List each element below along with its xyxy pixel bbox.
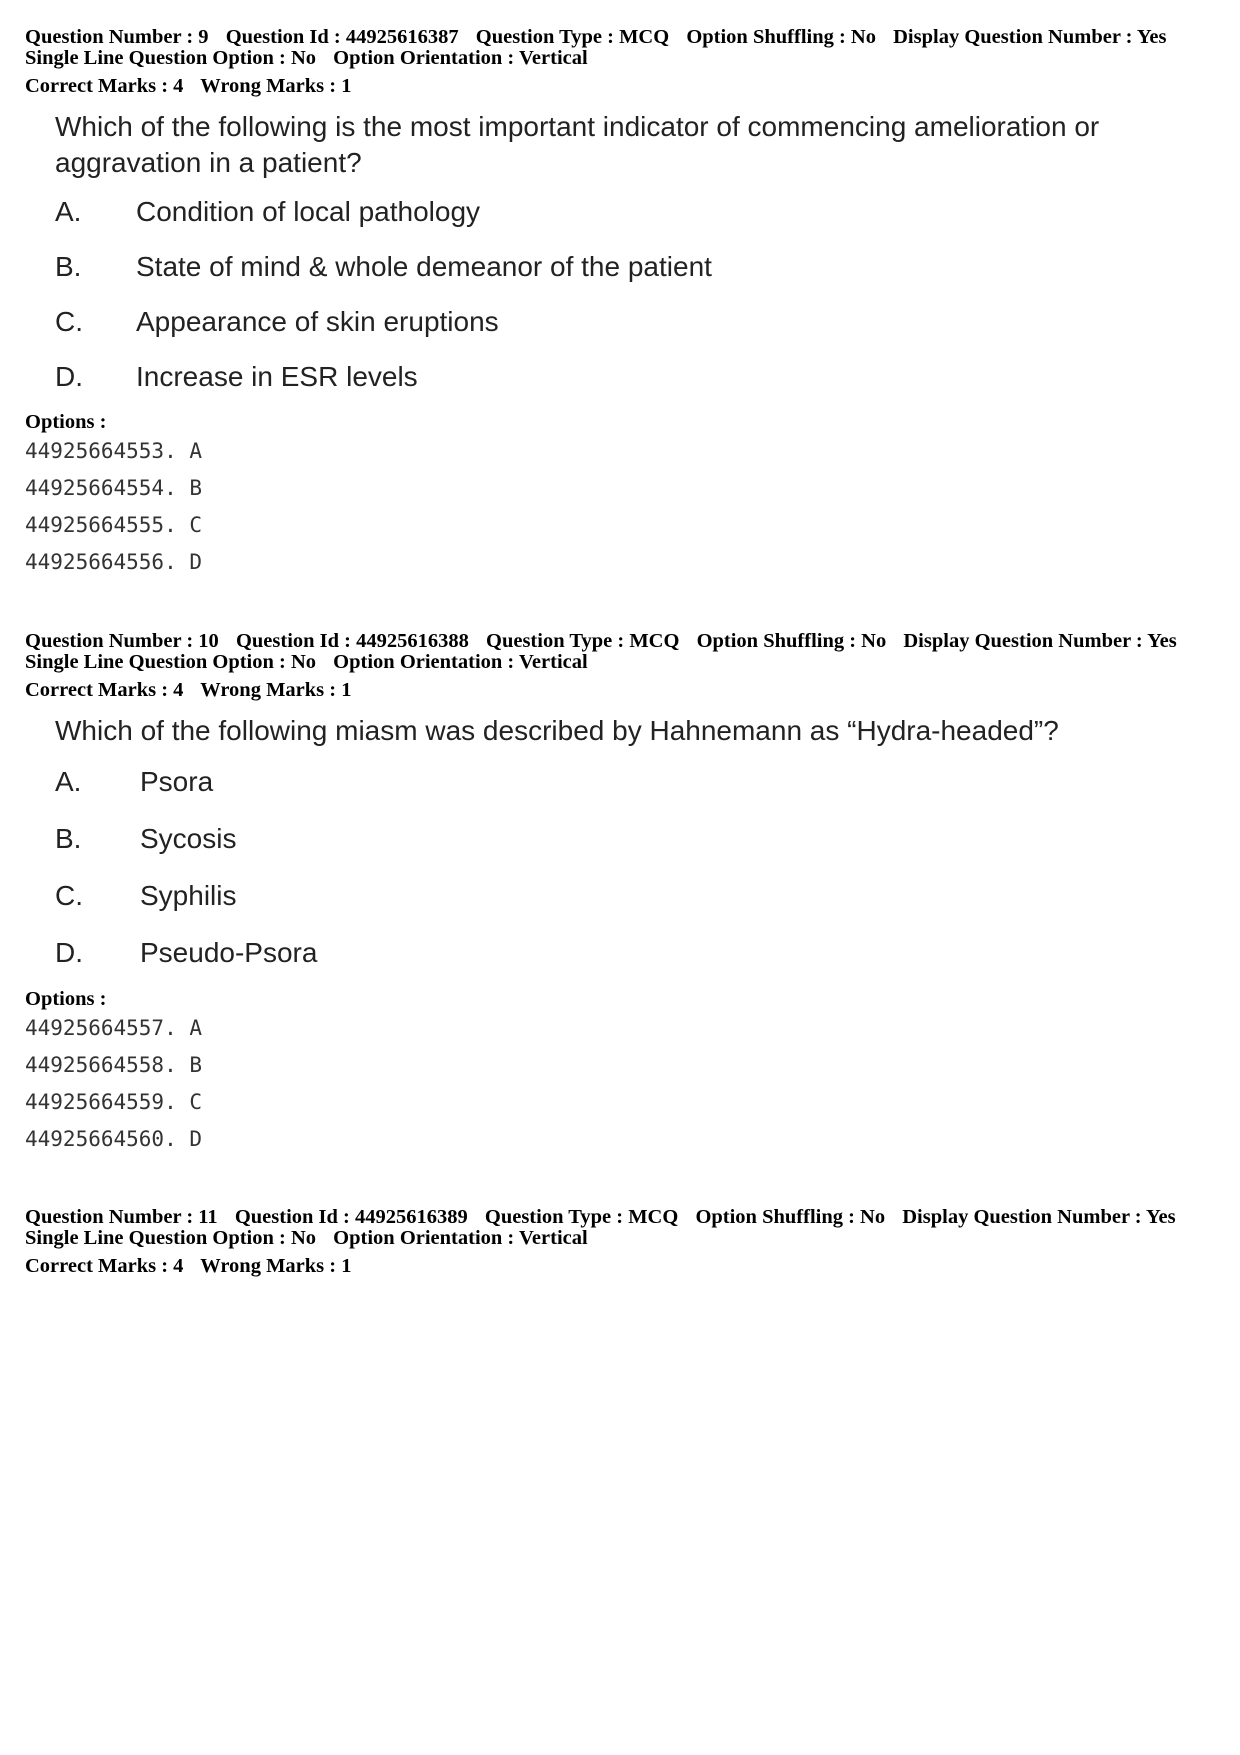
question-meta <box>25 631 1225 701</box>
option-shuffling: Option Shuffling : No <box>695 1206 886 1228</box>
correct-marks: Correct Marks : 4 <box>25 1255 184 1277</box>
choice-letter: B. <box>55 823 82 854</box>
single-line-question-option: Single Line Question Option : No <box>25 1227 317 1249</box>
choice-d <box>25 929 1225 977</box>
choice-a <box>25 758 1225 806</box>
option-id-list <box>25 433 1225 581</box>
option-id: 44925664554. B <box>25 476 203 500</box>
question-block-10 <box>25 631 1225 1158</box>
question-type: Question Type : MCQ <box>486 630 680 652</box>
choice-a <box>25 188 1225 236</box>
question-text-line: Which of the following is the most important indicator of commencing amelioration or <box>55 111 1100 142</box>
option-id: 44925664560. D <box>25 1127 203 1151</box>
choice-text: Condition of local pathology <box>136 196 481 227</box>
choice-c <box>25 872 1225 920</box>
question-number: Question Number : 9 <box>25 26 209 48</box>
question-id: Question Id : 44925616389 <box>234 1206 468 1228</box>
marks-line <box>25 76 1225 97</box>
choice-text: State of mind & whole demeanor of the patient <box>136 251 712 282</box>
option-id: 44925664559. C <box>25 1090 203 1114</box>
wrong-marks: Wrong Marks : 1 <box>200 1255 352 1277</box>
option-id: 44925664553. A <box>25 439 203 463</box>
display-question-number: Display Question Number : Yes <box>903 630 1177 652</box>
choice-letter: C. <box>55 306 83 337</box>
option-orientation: Option Orientation : Vertical <box>333 651 588 673</box>
choice-text: Psora <box>140 766 214 797</box>
display-question-number: Display Question Number : Yes <box>893 26 1167 48</box>
display-question-number: Display Question Number : Yes <box>902 1206 1176 1228</box>
option-shuffling: Option Shuffling : No <box>696 630 887 652</box>
meta-line-1 <box>25 631 1225 652</box>
wrong-marks: Wrong Marks : 1 <box>200 679 352 701</box>
single-line-question-option: Single Line Question Option : No <box>25 47 317 69</box>
question-block-9 <box>25 27 1225 581</box>
question-meta <box>25 1207 1225 1277</box>
question-block-11 <box>25 1207 1225 1277</box>
question-number: Question Number : 11 <box>25 1206 218 1228</box>
marks-line <box>25 680 1225 701</box>
choice-c <box>25 298 1225 346</box>
option-id: 44925664556. D <box>25 550 203 574</box>
choice-text: Sycosis <box>140 823 237 854</box>
choice-list <box>25 188 1225 401</box>
choice-letter: B. <box>55 251 82 282</box>
question-text-line: aggravation in a patient? <box>55 147 362 178</box>
choice-letter: A. <box>55 766 82 797</box>
option-orientation: Option Orientation : Vertical <box>333 1227 588 1249</box>
question-number: Question Number : 10 <box>25 630 219 652</box>
choice-letter: D. <box>55 361 83 392</box>
option-id: 44925664555. C <box>25 513 203 537</box>
option-id-list <box>25 1010 1225 1158</box>
question-type: Question Type : MCQ <box>475 26 670 48</box>
question-text <box>55 109 1225 181</box>
meta-line-1 <box>25 1207 1225 1228</box>
meta-line-1 <box>25 27 1225 48</box>
choice-text: Appearance of skin eruptions <box>136 306 499 337</box>
options-label: Options : <box>25 988 107 1010</box>
question-text <box>55 713 1225 749</box>
choice-letter: D. <box>55 937 83 968</box>
choice-b <box>25 243 1225 291</box>
option-shuffling: Option Shuffling : No <box>686 26 876 48</box>
meta-line-2 <box>25 48 1225 69</box>
question-id: Question Id : 44925616388 <box>235 630 469 652</box>
single-line-question-option: Single Line Question Option : No <box>25 651 317 673</box>
choice-list <box>25 758 1225 977</box>
choice-letter: C. <box>55 880 83 911</box>
option-id: 44925664557. A <box>25 1016 203 1040</box>
marks-line <box>25 1256 1225 1277</box>
question-type: Question Type : MCQ <box>484 1206 679 1228</box>
question-meta <box>25 27 1225 97</box>
choice-letter: A. <box>55 196 82 227</box>
option-id: 44925664558. B <box>25 1053 203 1077</box>
wrong-marks: Wrong Marks : 1 <box>200 75 352 97</box>
choice-b <box>25 815 1225 863</box>
options-label: Options : <box>25 411 107 433</box>
choice-text: Pseudo-Psora <box>140 937 318 968</box>
meta-line-2 <box>25 1228 1225 1249</box>
question-id: Question Id : 44925616387 <box>225 26 459 48</box>
meta-line-2 <box>25 652 1225 673</box>
correct-marks: Correct Marks : 4 <box>25 679 184 701</box>
correct-marks: Correct Marks : 4 <box>25 75 184 97</box>
choice-d <box>25 353 1225 401</box>
question-text-line: Which of the following miasm was described by Hahnemann as “Hydra-headed”? <box>55 715 1059 746</box>
choice-text: Increase in ESR levels <box>136 361 418 392</box>
option-orientation: Option Orientation : Vertical <box>333 47 588 69</box>
choice-text: Syphilis <box>140 880 237 911</box>
